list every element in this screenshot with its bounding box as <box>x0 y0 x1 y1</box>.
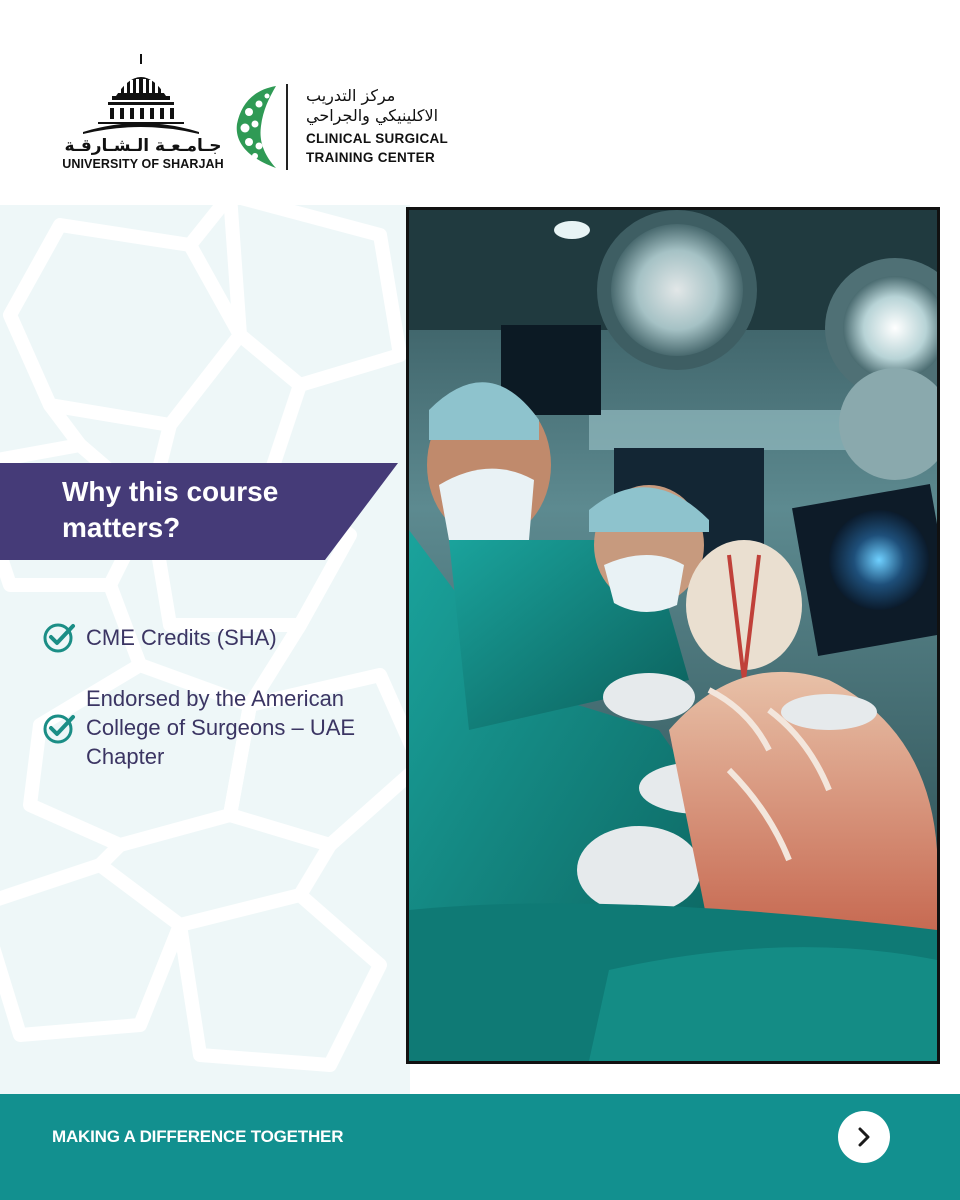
header-logos <box>0 0 960 200</box>
logo-divider <box>286 84 288 170</box>
benefit-text: Endorsed by the American College of Surgeons – UAE Chapter <box>86 686 356 769</box>
check-circle-icon <box>42 711 76 745</box>
banner-title: Why this course matters? <box>62 476 279 543</box>
center-english-line2: TRAINING CENTER <box>306 150 435 165</box>
next-button[interactable] <box>838 1111 890 1163</box>
benefit-text: CME Credits (SHA) <box>86 624 277 650</box>
footer-tagline: MAKING A DIFFERENCE TOGETHER <box>52 1127 344 1146</box>
uos-arabic-name: جـامـعـة الـشـارقـة <box>64 136 222 156</box>
chevron-right-icon <box>853 1126 875 1148</box>
benefit-item <box>42 684 406 771</box>
center-arabic-line1: مركز التدريب <box>306 86 396 105</box>
training-center-emblem <box>233 84 279 170</box>
uos-english-name: UNIVERSITY OF SHARJAH <box>62 157 224 171</box>
check-circle-icon <box>42 620 76 654</box>
surgery-photo <box>406 207 940 1064</box>
benefit-item <box>42 620 277 654</box>
footer-bar <box>0 1094 960 1200</box>
center-english-line1: CLINICAL SURGICAL <box>306 131 449 146</box>
center-arabic-line2: الاكلينيكي والجراحي <box>306 106 439 125</box>
